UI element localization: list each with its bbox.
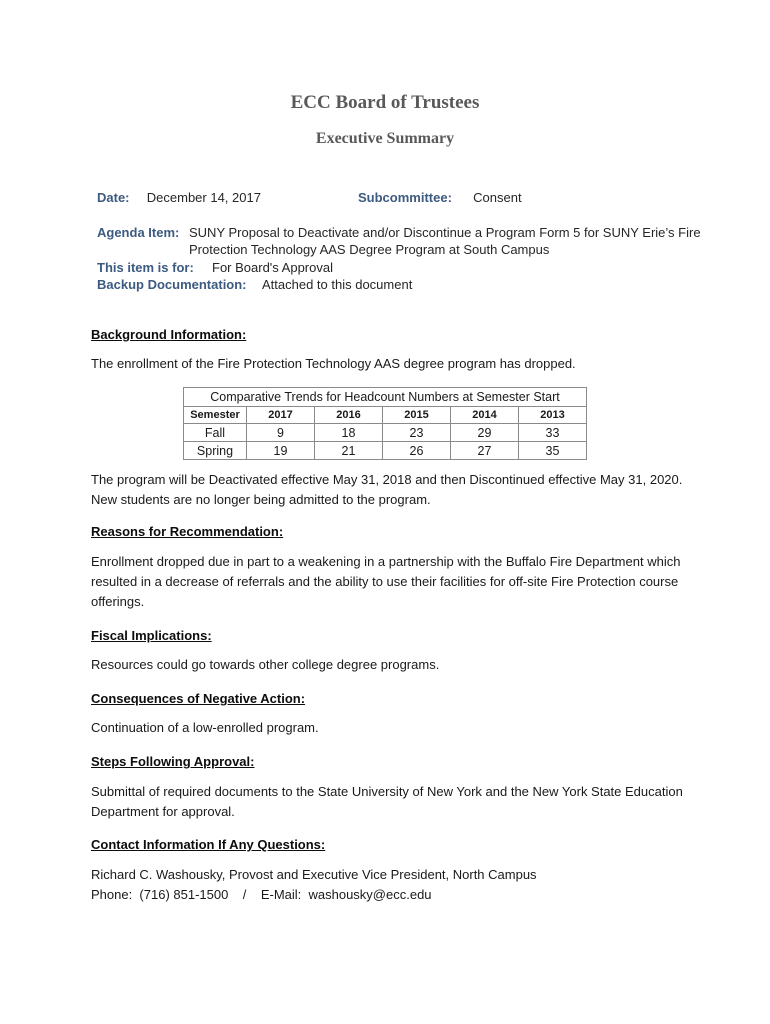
table-cell: 19 — [247, 442, 315, 460]
date-value: December 14, 2017 — [146, 190, 261, 205]
table-row — [184, 424, 587, 442]
table-header-cell: 2015 — [383, 407, 451, 424]
background-heading: Background Information: — [91, 327, 247, 342]
steps-heading: Steps Following Approval: — [91, 754, 255, 769]
table-header-cell: 2013 — [519, 407, 587, 424]
date-row — [97, 190, 261, 205]
subcommittee-label: Subcommittee: — [358, 190, 452, 205]
backup-value: Attached to this document — [262, 277, 413, 292]
item-for-label: This item is for: — [97, 260, 194, 275]
subcommittee-value: Consent — [473, 190, 522, 205]
fiscal-text: Resources could go towards other college degree programs. — [91, 657, 440, 672]
contact-phone-email: Phone: (716) 851-1500 / E-Mail: washousky@ecc.edu — [91, 887, 432, 902]
table-cell: Fall — [184, 424, 247, 442]
table-cell: 26 — [383, 442, 451, 460]
background-intro: The enrollment of the Fire Protection Technology AAS degree program has dropped. — [91, 356, 576, 371]
headcount-table-caption: Comparative Trends for Headcount Numbers at Semester Start — [183, 387, 587, 406]
date-label: Date: — [97, 190, 130, 205]
table-cell: 29 — [451, 424, 519, 442]
table-row — [184, 442, 587, 460]
agenda-line-2: Protection Technology AAS Degree Program at South Campus — [189, 242, 550, 257]
subcommittee-row — [358, 190, 522, 205]
table-cell: 9 — [247, 424, 315, 442]
background-details: The program will be Deactivated effective May 31, 2018 and then Discontinued effective May 31, 2020. New students are no longer being admitted to the program. — [91, 472, 683, 507]
table-header-cell: 2016 — [315, 407, 383, 424]
item-for-value: For Board's Approval — [212, 260, 333, 275]
fiscal-heading: Fiscal Implications: — [91, 628, 212, 643]
steps-text: Submittal of required documents to the State University of New York and the New York State Education Department for approval. — [91, 784, 683, 819]
consequences-text: Continuation of a low-enrolled program. — [91, 720, 319, 735]
table-header-row — [184, 407, 587, 424]
table-cell: 35 — [519, 442, 587, 460]
reasons-heading: Reasons for Recommendation: — [91, 524, 284, 539]
table-cell: Spring — [184, 442, 247, 460]
contact-heading: Contact Information If Any Questions: — [91, 837, 326, 852]
table-cell: 18 — [315, 424, 383, 442]
table-cell: 27 — [451, 442, 519, 460]
table-cell: 21 — [315, 442, 383, 460]
agenda-label: Agenda Item: — [97, 225, 180, 240]
headcount-table — [183, 387, 587, 460]
reasons-text: Enrollment dropped due in part to a weakening in a partnership with the Buffalo Fire Department which resulted in a decrease of referrals and the ability to use their facilities for off-site Fire Protection course offerings. — [91, 554, 681, 609]
document-title: ECC Board of Trustees — [290, 92, 480, 113]
backup-label: Backup Documentation: — [97, 277, 247, 292]
agenda-line-1: SUNY Proposal to Deactivate and/or Discontinue a Program Form 5 for SUNY Erie’s Fire — [189, 225, 701, 240]
table-header-cell: 2017 — [247, 407, 315, 424]
table-cell: 33 — [519, 424, 587, 442]
table-cell: 23 — [383, 424, 451, 442]
table-header-cell: Semester — [184, 407, 247, 424]
document-subtitle: Executive Summary — [315, 130, 455, 147]
table-header-cell: 2014 — [451, 407, 519, 424]
consequences-heading: Consequences of Negative Action: — [91, 691, 306, 706]
contact-name: Richard C. Washousky, Provost and Executive Vice President, North Campus — [91, 867, 537, 882]
